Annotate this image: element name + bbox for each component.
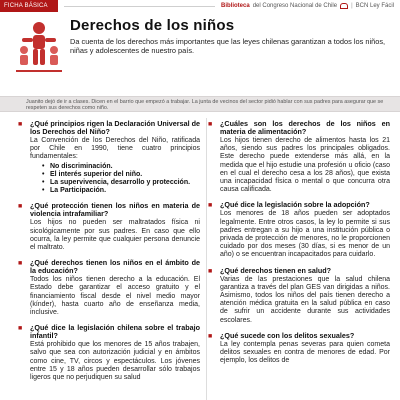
answer-text: Está prohibido que los menores de 15 años trabajen, salvo que sea con autorización judicial y en ámbitos como cine, TV, circos y espectáculos. Los jóvenes entre 15 y 18 años pueden desarrollar sólo trabajos ligeros que no perjudiquen su salud <box>30 341 200 382</box>
question-heading: ¿Qué dice la legislación chilena sobre el trabajo infantil? <box>30 323 200 341</box>
column-divider <box>206 118 207 400</box>
bullet-icon: ■ <box>18 121 23 128</box>
question-heading: ¿Qué protección tienen los niños en materia de violencia intrafamiliar? <box>30 201 200 219</box>
question-block <box>208 330 390 366</box>
answer-text: Los hijos no pueden ser maltratados física ni sicológicamente por sus padres. En caso que ello ocurra, la ley permite que cualquier persona denuncie el maltrato. <box>30 219 200 252</box>
answer-text: La ley contempla penas severas para quien cometa delitos sexuales en contra de menores de edad. Por ejemplo, los delitos de <box>220 340 390 365</box>
intro-text: Juanito dejó de ir a clases. Dicen en el barrio que empezó a trabajar. La junta de vecinos del sector pidió hablar con sus padres para asegurar que se respeten sus derechos como niño. <box>26 99 384 112</box>
page-subtitle: Da cuenta de los derechos más importantes que las leyes chilenas garantizan a todos los niños, niñas y adolescentes de nuestro país. <box>70 37 386 55</box>
bullet-icon: ■ <box>18 203 23 211</box>
answer-text: Los hijos tienen derecho de alimentos hasta los 21 años, siendo sus padres los principales obligados. Este derecho puede extenderse más allá, en la medida que el hijo estudie una profesión u oficio (caso en el cual el derecho cesa a los 28 años), que exista una incapacidad física o mental o que concurra otra causa calificada. <box>220 137 390 194</box>
answer-text: Todos los niños tienen derecho a la educación. El Estado debe garantizar el acceso gratuito y el financiamiento fiscal desde el nivel medio mayor (kínder), hasta cuarto año de enseñanza media, inclusive. <box>30 276 200 317</box>
question-heading: ¿Cuáles son los derechos de los niños en materia de alimentación? <box>220 119 390 136</box>
question-heading: ¿Qué derechos tienen los niños en el ámbito de la educación? <box>30 258 200 276</box>
bullet-icon: ■ <box>208 121 213 128</box>
bullet-icon: ■ <box>208 267 213 275</box>
question-block <box>208 200 390 259</box>
answer-text: Varias de las prestaciones que la salud chilena garantiza a través del plan GES van dirigidas a niños. Asimismo, todos los niños del país tienen derecho a atención médica gratuita en la salud pública en caso de sufrir un accidente durante sus actividades escolares. <box>220 275 390 324</box>
bullet-icon: ■ <box>18 260 23 268</box>
header-branding <box>221 3 400 9</box>
library-label: Biblioteca <box>221 3 250 9</box>
right-column <box>208 119 390 372</box>
left-column <box>18 119 200 389</box>
library-name: del Congreso Nacional de Chile <box>252 3 338 9</box>
answer-text: Los menores de 18 años pueden ser adoptados legalmente. Entre otros casos, la ley lo permite si sus padres entregan a su hijo a una institución pública o privada de protección de menores, no le proporcionen cuidado por dos meses (30 días, si es menor de un año) o se encuentran incapacitados para cuidarlo. <box>220 210 390 259</box>
question-block <box>18 323 200 382</box>
list-item: • La Participación. <box>42 187 200 195</box>
list-item: • No discriminación. <box>42 163 200 171</box>
header-band <box>0 0 400 12</box>
list-item: • La supervivencia, desarrollo y protección. <box>42 179 200 187</box>
children-illustration-icon <box>14 18 64 76</box>
bullet-icon: ■ <box>208 202 213 210</box>
intro-band <box>0 96 400 112</box>
question-heading: ¿Qué principios rigen la Declaración Universal de los Derechos del Niño? <box>30 119 200 136</box>
question-block <box>18 201 200 252</box>
header-separator: | <box>351 3 353 9</box>
ley-facil-label: BCN Ley Fácil <box>355 3 394 9</box>
section-tag: FICHA BÁSICA <box>0 0 58 12</box>
question-block <box>208 119 390 194</box>
question-block <box>208 265 390 325</box>
question-heading: ¿Qué dice la legislación sobre la adopción? <box>220 200 370 210</box>
question-heading: ¿Qué derechos tienen en salud? <box>220 265 332 275</box>
question-block <box>18 258 200 317</box>
page-title: Derechos de los niños <box>70 17 235 34</box>
question-heading: ¿Qué sucede con los delitos sexuales? <box>220 330 355 340</box>
bullet-icon: ■ <box>208 332 213 340</box>
question-block <box>18 119 200 195</box>
answer-text: La Convención de los Derechos del Niño, ratificada por Chile en 1990, tiene cuatro principios fundamentales: <box>30 137 200 161</box>
header-divider <box>64 6 215 7</box>
list-item: • El interés superior del niño. <box>42 171 200 179</box>
principles-list <box>42 163 200 196</box>
bullet-icon: ■ <box>18 325 23 333</box>
bcn-logo-icon <box>340 3 348 9</box>
